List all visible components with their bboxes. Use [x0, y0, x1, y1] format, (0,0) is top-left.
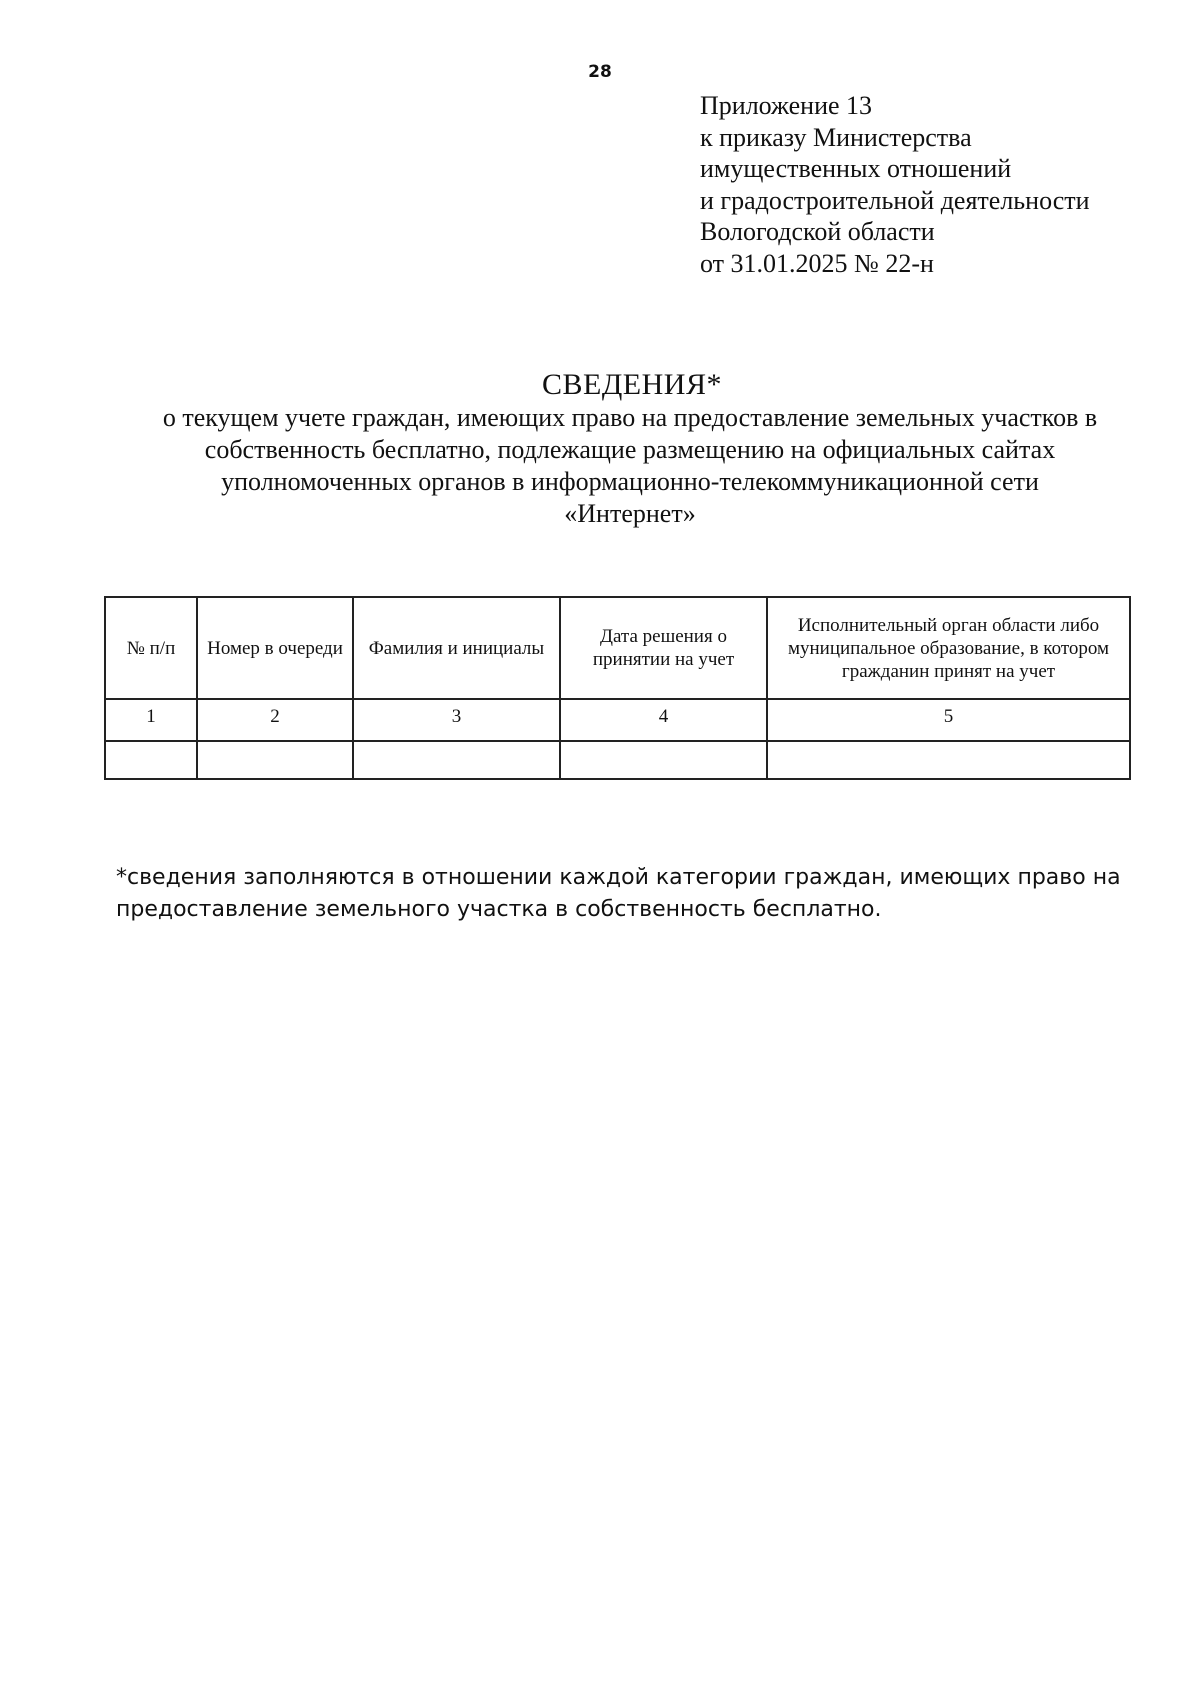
appendix-line: Вологодской области [700, 217, 935, 246]
header-cell-number: № п/п [105, 597, 197, 699]
header-cell-queue-number: Номер в очереди [197, 597, 353, 699]
header-cell-authority: Исполнительный орган области либо муниципальное образование, в котором гражданин принят на учет [767, 597, 1130, 699]
document-heading: СВЕДЕНИЯ* [542, 368, 722, 401]
column-number-row [105, 699, 1130, 741]
table-cell [353, 741, 560, 779]
appendix-line: имущественных отношений [700, 154, 1012, 183]
table-cell [105, 741, 197, 779]
table-cell [560, 741, 767, 779]
header-cell-name: Фамилия и инициалы [353, 597, 560, 699]
appendix-line: и градостроительной деятельности [700, 185, 1090, 215]
table-cell [197, 741, 353, 779]
column-number-cell: 1 [105, 699, 197, 741]
subheading-line: уполномоченных органов в информационно-телекоммуникационной сети [221, 467, 1039, 496]
table-cell [767, 741, 1130, 779]
register-table [104, 596, 1131, 780]
page-number: 28 [588, 62, 612, 82]
appendix-line: Приложение 13 [700, 91, 873, 120]
footnote [116, 862, 1186, 926]
footnote-line: предоставление земельного участка в собственность бесплатно. [116, 897, 882, 922]
column-number-cell: 2 [197, 699, 353, 741]
subheading-line: о текущем учете граждан, имеющих право на предоставление земельных участков в [162, 403, 1098, 432]
column-number-cell: 5 [767, 699, 1130, 741]
document-subheading [100, 402, 1160, 530]
footnote-line: *сведения заполняются в отношении каждой категории граждан, имеющих право на [116, 865, 1121, 890]
appendix-line: к приказу Министерства [700, 122, 972, 152]
column-number-cell: 3 [353, 699, 560, 741]
header-cell-decision-date: Дата решения о принятии на учет [560, 597, 767, 699]
appendix-line: от 31.01.2025 № 22-н [700, 248, 934, 278]
table-header-row [105, 597, 1130, 699]
appendix-block [700, 90, 1170, 279]
subheading-line: собственность бесплатно, подлежащие размещению на официальных сайтах [204, 435, 1056, 464]
column-number-cell: 4 [560, 699, 767, 741]
table-row [105, 741, 1130, 779]
subheading-line: «Интернет» [564, 499, 696, 528]
